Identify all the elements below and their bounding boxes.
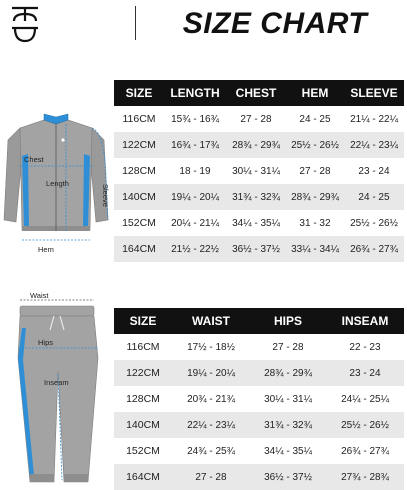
table-row bbox=[114, 236, 404, 262]
table-header-row bbox=[114, 80, 404, 106]
table-row bbox=[114, 184, 404, 210]
pants-illustration bbox=[4, 288, 112, 486]
sleeve-label: Sleeve bbox=[101, 184, 110, 207]
sleeve-cell: 22¼ - 23¼ bbox=[344, 132, 404, 158]
sleeve-cell: 25½ - 26½ bbox=[344, 210, 404, 236]
length-cell: 21½ - 22½ bbox=[164, 236, 226, 262]
header-waist: WAIST bbox=[172, 308, 250, 334]
hem-label: Hem bbox=[38, 245, 54, 254]
table-row bbox=[114, 132, 404, 158]
sleeve-cell: 23 - 24 bbox=[344, 158, 404, 184]
hips-cell: 28¾ - 29¾ bbox=[250, 360, 326, 386]
table-header-row bbox=[114, 308, 404, 334]
table-row bbox=[114, 158, 404, 184]
length-cell: 15¾ - 16¾ bbox=[164, 106, 226, 132]
length-label: Length bbox=[46, 179, 69, 188]
waist-cell: 22¼ - 23¼ bbox=[172, 412, 250, 438]
table-row bbox=[114, 210, 404, 236]
hips-cell: 36½ - 37½ bbox=[250, 464, 326, 490]
hem-cell: 24 - 25 bbox=[286, 106, 344, 132]
header-length: LENGTH bbox=[164, 80, 226, 106]
waist-cell: 27 - 28 bbox=[172, 464, 250, 490]
hips-cell: 30¼ - 31¼ bbox=[250, 386, 326, 412]
header-chest: CHEST bbox=[226, 80, 286, 106]
jacket-illustration bbox=[0, 110, 112, 258]
table-row bbox=[114, 106, 404, 132]
length-cell: 18 - 19 bbox=[164, 158, 226, 184]
size-cell: 164CM bbox=[114, 464, 172, 490]
waist-cell: 19¼ - 20¼ bbox=[172, 360, 250, 386]
chest-cell: 36½ - 37½ bbox=[226, 236, 286, 262]
hips-cell: 34¼ - 35¼ bbox=[250, 438, 326, 464]
length-cell: 20¼ - 21¼ bbox=[164, 210, 226, 236]
hips-cell: 31¾ - 32¾ bbox=[250, 412, 326, 438]
table-row bbox=[114, 386, 404, 412]
hips-cell: 27 - 28 bbox=[250, 334, 326, 360]
size-cell: 128CM bbox=[114, 158, 164, 184]
inseam-cell: 24¼ - 25¼ bbox=[326, 386, 404, 412]
hem-cell: 27 - 28 bbox=[286, 158, 344, 184]
length-cell: 19¼ - 20¼ bbox=[164, 184, 226, 210]
chest-label: Chest bbox=[24, 155, 44, 164]
size-cell: 122CM bbox=[114, 360, 172, 386]
sleeve-cell: 21¼ - 22¼ bbox=[344, 106, 404, 132]
inseam-cell: 26¾ - 27¾ bbox=[326, 438, 404, 464]
table-row bbox=[114, 360, 404, 386]
chest-cell: 31¾ - 32¾ bbox=[226, 184, 286, 210]
inseam-cell: 27¾ - 28¾ bbox=[326, 464, 404, 490]
brand-logo-icon bbox=[8, 4, 42, 44]
page-title: SIZE CHART bbox=[182, 7, 368, 40]
chest-cell: 30¼ - 31¼ bbox=[226, 158, 286, 184]
chest-cell: 27 - 28 bbox=[226, 106, 286, 132]
chest-cell: 28¾ - 29¾ bbox=[226, 132, 286, 158]
inseam-label: Inseam bbox=[44, 378, 69, 387]
waist-cell: 20¾ - 21¾ bbox=[172, 386, 250, 412]
inseam-cell: 25½ - 26½ bbox=[326, 412, 404, 438]
size-cell: 140CM bbox=[114, 184, 164, 210]
waist-label: Waist bbox=[30, 291, 49, 300]
size-cell: 140CM bbox=[114, 412, 172, 438]
size-cell: 152CM bbox=[114, 210, 164, 236]
hem-cell: 25½ - 26½ bbox=[286, 132, 344, 158]
table-row bbox=[114, 412, 404, 438]
header-inseam: INSEAM bbox=[326, 308, 404, 334]
header-sleeve: SLEEVE bbox=[344, 80, 404, 106]
waist-cell: 24¾ - 25¾ bbox=[172, 438, 250, 464]
header-divider bbox=[135, 6, 136, 40]
waist-cell: 17½ - 18½ bbox=[172, 334, 250, 360]
top-size-table bbox=[114, 80, 404, 262]
header-size: SIZE bbox=[114, 308, 172, 334]
sleeve-cell: 24 - 25 bbox=[344, 184, 404, 210]
hem-cell: 31 - 32 bbox=[286, 210, 344, 236]
hem-cell: 33¼ - 34¼ bbox=[286, 236, 344, 262]
hips-label: Hips bbox=[38, 338, 54, 347]
size-cell: 116CM bbox=[114, 106, 164, 132]
header-hips: HIPS bbox=[250, 308, 326, 334]
inseam-cell: 23 - 24 bbox=[326, 360, 404, 386]
size-cell: 152CM bbox=[114, 438, 172, 464]
header-size: SIZE bbox=[114, 80, 164, 106]
sleeve-cell: 26¾ - 27¾ bbox=[344, 236, 404, 262]
size-cell: 164CM bbox=[114, 236, 164, 262]
length-cell: 16¾ - 17¾ bbox=[164, 132, 226, 158]
header-hem: HEM bbox=[286, 80, 344, 106]
table-row bbox=[114, 334, 404, 360]
size-cell: 116CM bbox=[114, 334, 172, 360]
chest-cell: 34¼ - 35¼ bbox=[226, 210, 286, 236]
table-row bbox=[114, 464, 404, 490]
hem-cell: 28¾ - 29¾ bbox=[286, 184, 344, 210]
size-cell: 122CM bbox=[114, 132, 164, 158]
bottom-size-table bbox=[114, 308, 404, 490]
inseam-cell: 22 - 23 bbox=[326, 334, 404, 360]
table-row bbox=[114, 438, 404, 464]
size-cell: 128CM bbox=[114, 386, 172, 412]
